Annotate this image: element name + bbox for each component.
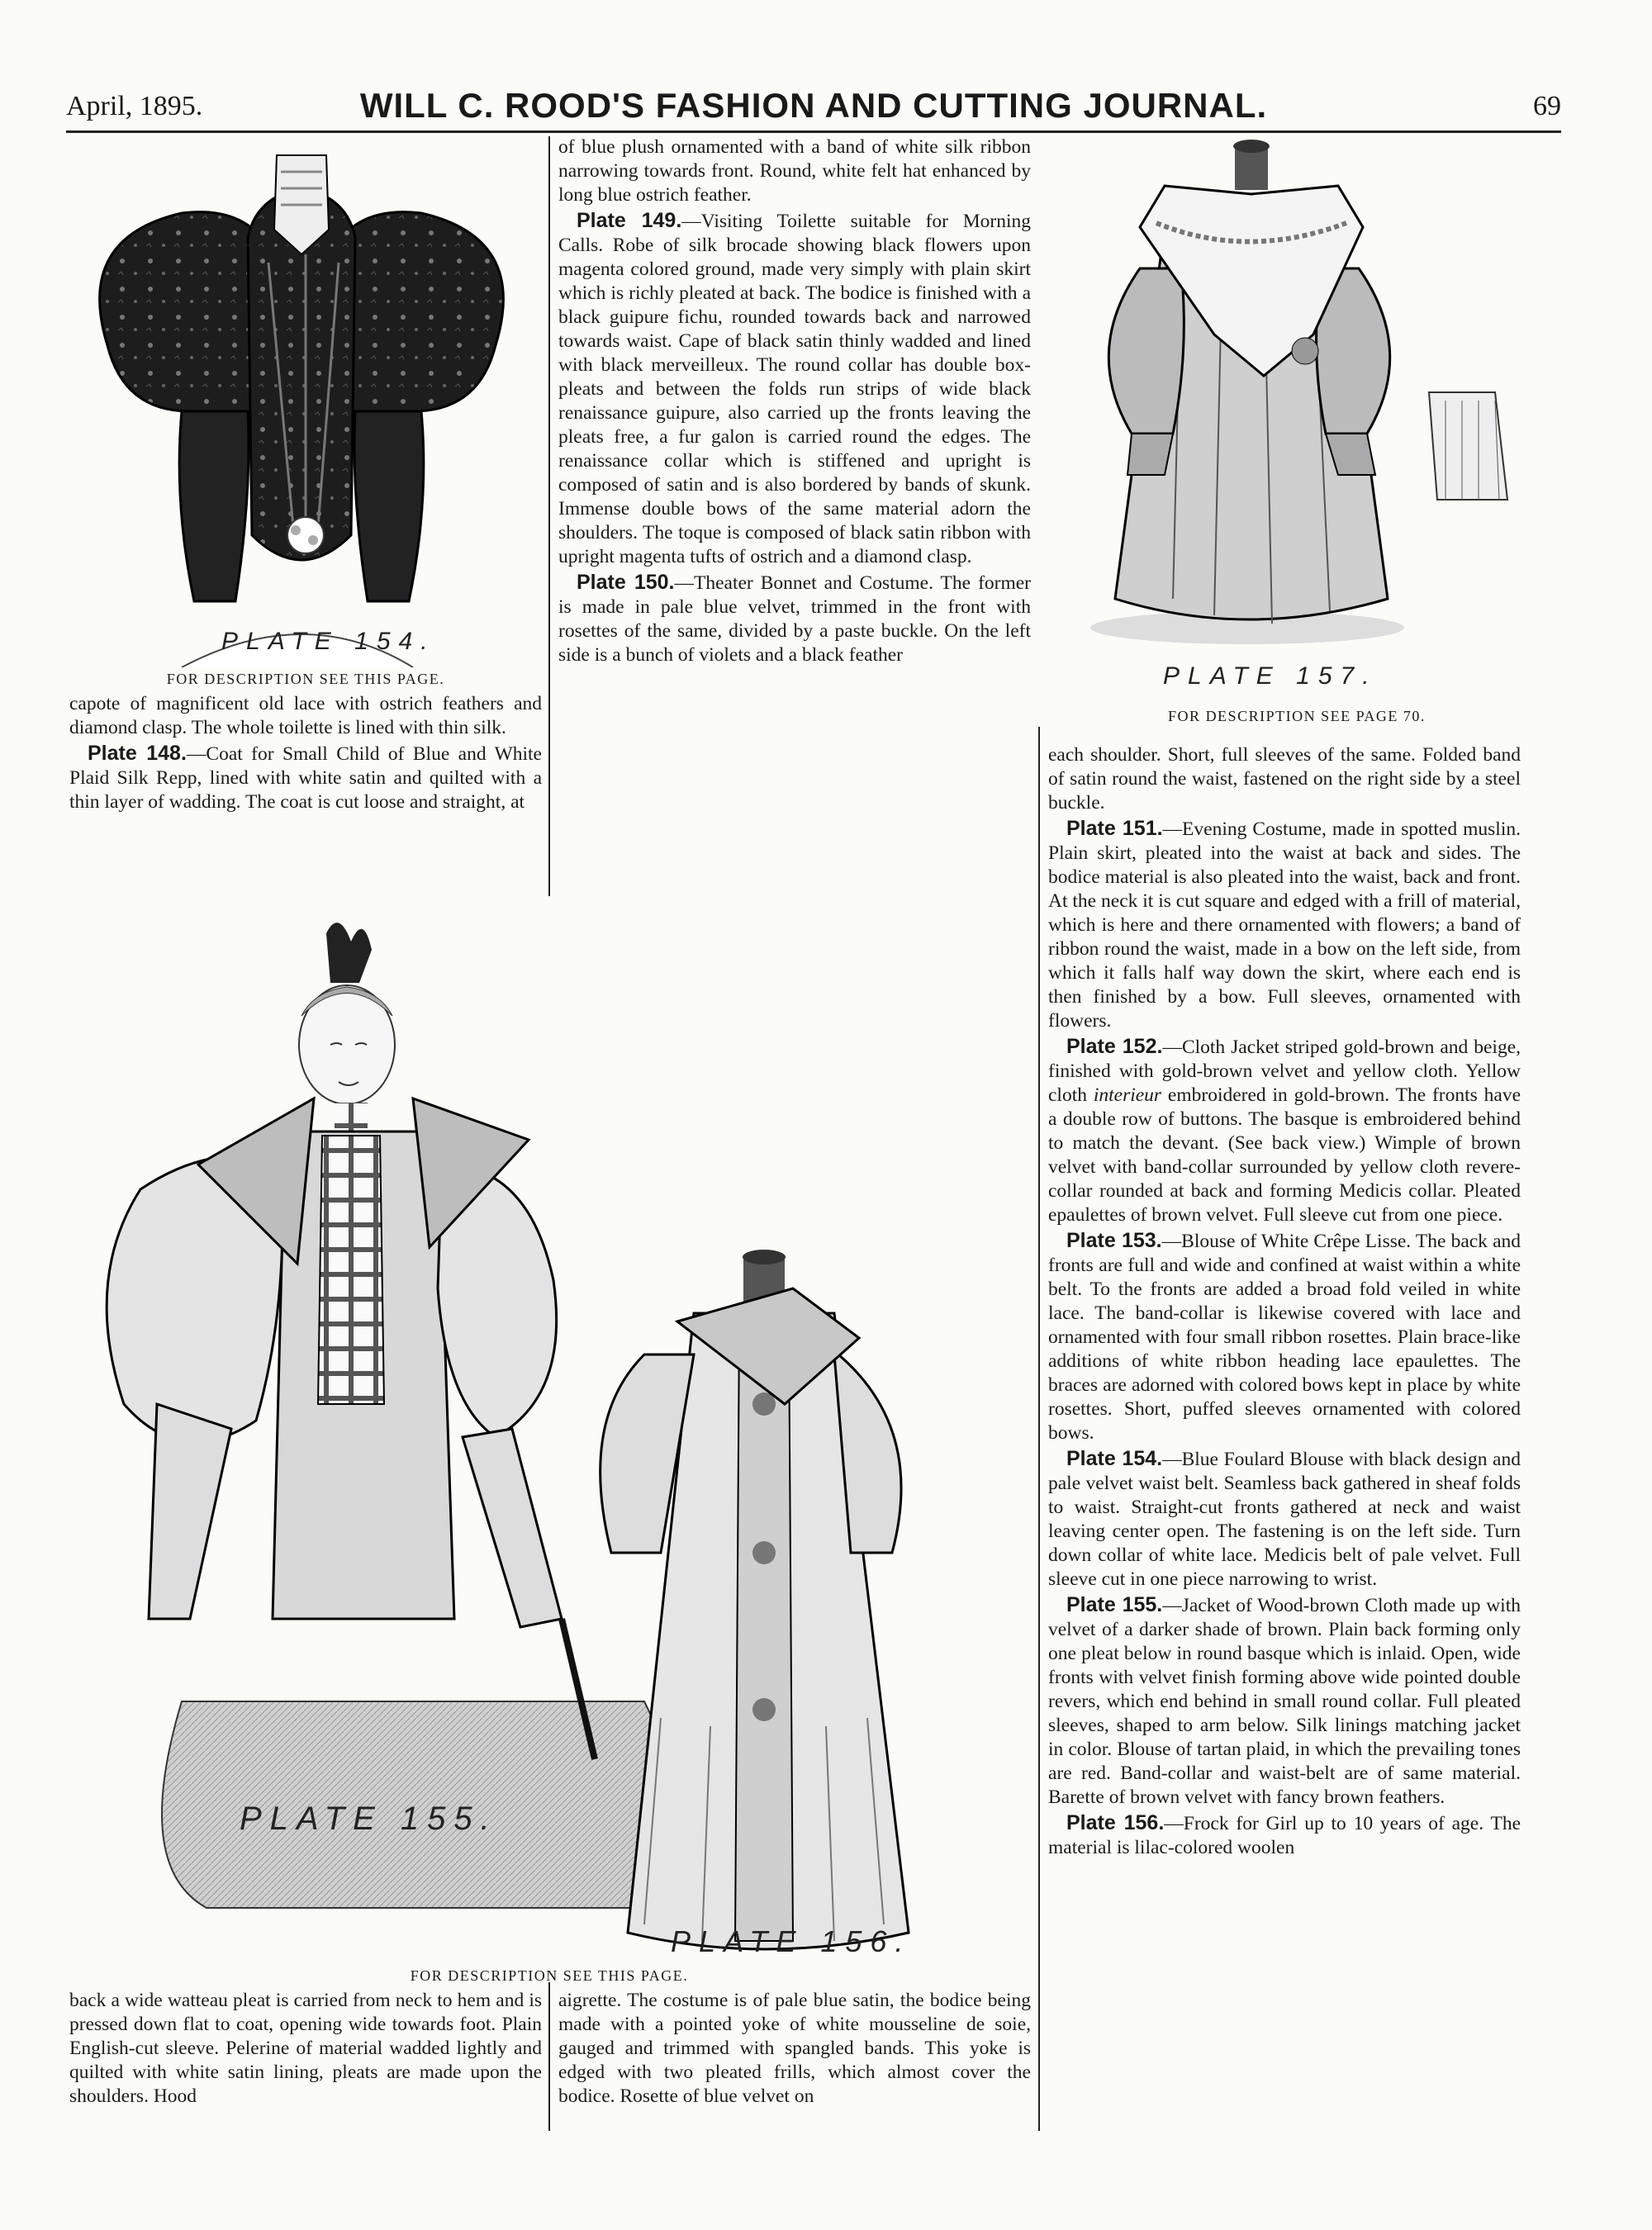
bottom-figure-caption: FOR DESCRIPTION SEE THIS PAGE. [410,1967,689,1984]
column-divider [548,1982,550,2131]
plate-150-paragraph: Plate 150.—Theater Bonnet and Costume. The former is made in pale blue velvet, trimmed in the front with rosettes of the same, divided by a paste buckle. On the left side is a bunch of violets and a black feather [558,571,1032,666]
plate-156-paragraph: Plate 156.—Frock for Girl up to 10 years of age. The material is lilac-colored woolen [1048,1811,1521,1858]
plate-156-label: PLATE 156. [671,1924,912,1958]
plate-155-paragraph: Plate 155.—Jacket of Wood-brown Cloth made up with velvet of a darker shade of brown. Plain back forming only one pleat below in round basque which is inlaid. Open, wide fronts with velvet finish forming above wide pointed double revers, which end behind in small round collar. Full pleated sleeves, shaped to arm below. Silk linings matching jacket in color. Blouse of tartan plaid, in which the prevailing tones are red. Band-collar and waist-belt are of same material. Barette of brown velvet with fancy brown feathers. [1048,1593,1521,1808]
plate-154-label: PLATE 154. [221,628,436,655]
plate-157-caption: FOR DESCRIPTION SEE PAGE 70. [1168,708,1426,724]
header-rule [66,130,1561,133]
paragraph: each shoulder. Short, full sleeves of the same. Folded band of satin round the waist, fastened on the right side by a steel buckle. [1048,744,1521,814]
page-header [66,83,1561,132]
paragraph: of blue plush ornamented with a band of white silk ribbon narrowing towards front. Round, white felt hat enhanced by long blue ostrich feather. [558,136,1031,206]
bottom-middle-text [558,1989,1031,2110]
plate-157-label: PLATE 157. [1163,662,1378,690]
bottom-left-text [69,1989,542,2110]
page-number: 69 [1533,91,1561,121]
plate-154-paragraph: Plate 154.—Blue Foulard Blouse with black design and pale velvet waist belt. Seamless back gathered in sheaf folds to waist. Straight-cut fronts gathered at neck and waist leaving center open. The fastening is on the left side. Turn down collar of white lace. Medicis belt of pale velvet. Full sleeve cut in one piece narrowing to wrist. [1048,1447,1521,1590]
plate-155-label: PLATE 155. [240,1801,498,1837]
plate-152-paragraph: Plate 152.—Cloth Jacket striped gold-brown and beige, finished with gold-brown velvet and yellow cloth. Yellow cloth interieur embroidered in gold-brown. The fronts have a double row of buttons. The basque is embroidered behind to match the devant. (See back view.) Wimple of brown velvet with band-collar surrounded by yellow cloth revere-collar rounded at back and forming Medicis collar. Pleated epaulettes of brown velvet. Full sleeve cut from one piece. [1048,1035,1521,1226]
paragraph: back a wide watteau pleat is carried from neck to hem and is pressed down flat to coat, opening wide towards foot. Plain English-cut sleeve. Pelerine of material wadded lightly and quilted with white satin lining, pleats are made upon the shoulders. Hood [69,1990,542,2107]
column-divider [548,136,550,896]
plate-154-caption: FOR DESCRIPTION SEE THIS PAGE. [166,671,445,687]
left-column-top-text [69,692,542,816]
paragraph: capote of magnificent old lace with ostrich feathers and diamond clasp. The whole toilette is lined with thin silk. [69,693,542,738]
issue-date: April, 1895. [66,91,203,121]
plate-154-illustration [58,139,545,667]
plate-153-paragraph: Plate 153.—Blouse of White Crêpe Lisse. The back and fronts are full and wide and confined at waist within a white belt. To the fronts are added a broad fold veiled in white lace. The band-collar is likewise covered with lace and ornamented with four small ribbon rosettes. Plain brace-like additions of white ribbon heading lace epaulettes. The braces are adorned with colored bows kept in place by white rosettes. Short, puffed sleeves ornamented with colored bows. [1048,1229,1521,1444]
plate-149-paragraph: Plate 149.—Visiting Toilette suitable for Morning Calls. Robe of silk brocade showing black flowers upon magenta colored ground, made very simply with plain skirt which is richly pleated at back. The bodice is finished with a black guipure fichu, rounded towards back and narrowed towards waist. Cape of black satin thinly wadded and lined with black merveilleux. The round collar has double box-pleats and between the folds run strips of wide black renaissance guipure, also carried up the fronts leaving the pleats free, a fur galon is carried round the edges. The renaissance collar which is stiffened and upright is composed of satin and is also bordered by bands of skunk. Immense double bows of the same material adorn the shoulders. The toque is composed of black satin ribbon with upright magenta tufts of ostrich and a diamond clasp. [558,209,1032,567]
column-divider [1038,727,1040,2131]
middle-column-text [558,135,1031,669]
plate-148-paragraph: Plate 148.—Coat for Small Child of Blue and White Plaid Silk Repp, lined with white satin and quilted with a thin layer of wadding. The coat is cut loose and straight, at [69,742,542,813]
right-column-text [1048,743,1521,1862]
paragraph: aigrette. The costume is of pale blue satin, the bodice being made with a pointed yoke of white mousseline de soie, gauged and trimmed with spangled bands. This yoke is edged with two pleated frills, which almost cover the bodice. Rosette of blue velvet on [558,1990,1031,2107]
plate-151-paragraph: Plate 151.—Evening Costume, made in spotted muslin. Plain skirt, pleated into the waist at back and sides. The bodice material is also pleated into the waist, back and front. At the neck it is cut square and edged with a frill of material, which is here and there ornamented with flowers; a band of ribbon round the waist, made in a bow on the left side, from which it falls half way down the skirt, where each end is then finished by a bow. Full sleeves, ornamented with flowers. [1048,817,1521,1032]
plates-155-156-illustration [66,892,1032,1974]
plate-157-illustration [1049,136,1512,648]
journal-title: WILL C. ROOD'S FASHION AND CUTTING JOURNAL. [359,86,1268,125]
